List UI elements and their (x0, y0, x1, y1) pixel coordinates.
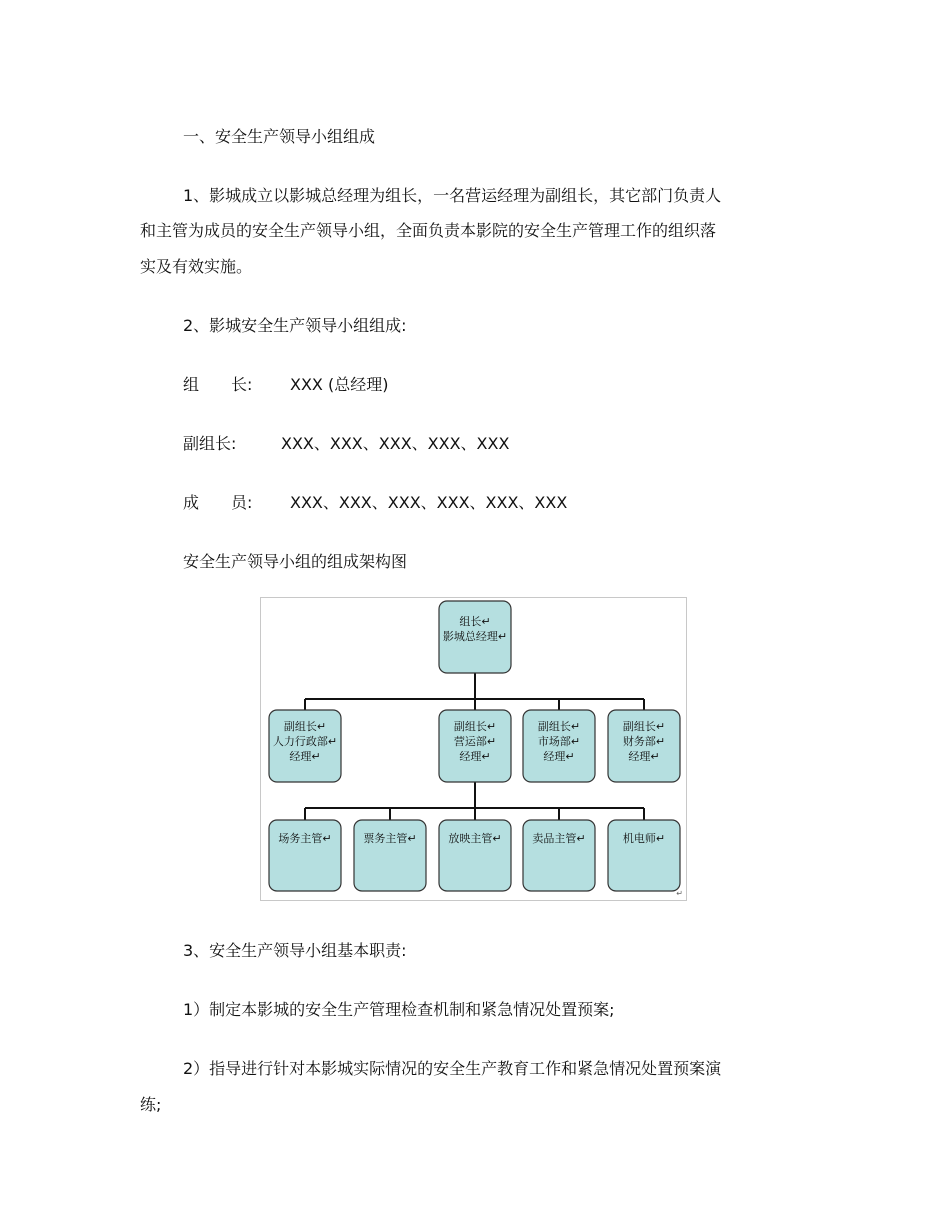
org-node-member (439, 820, 511, 891)
roster-leader-label: 组 长: (183, 375, 253, 394)
roster-members-label: 成 员: (183, 493, 253, 512)
roster-deputy-label: 副组长: (183, 434, 237, 453)
org-node-member-text: 机电师↵ (622, 832, 666, 845)
org-chart-canvas (261, 598, 686, 900)
paragraph-mark: ↵ (676, 889, 683, 898)
org-node-deputy-text: 经理↵ (628, 750, 660, 763)
org-node-deputy-text: 副组长↵ (453, 720, 497, 733)
roster-deputy-value: XXX、XXX、XXX、XXX、XXX (281, 434, 510, 453)
org-node-member (523, 820, 595, 891)
duty-2-line-2: 练; (140, 1095, 162, 1114)
org-node-member-text: 票务主管↵ (363, 832, 417, 845)
org-node-deputy-text: 副组长↵ (622, 720, 666, 733)
roster-leader-value: XXX (总经理) (290, 375, 389, 394)
org-node-deputy-text: 财务部↵ (622, 735, 666, 748)
paragraph-2: 2、影城安全生产领导小组组成: (183, 316, 407, 335)
org-node-leader-text: 组长↵ (459, 615, 491, 628)
duty-2-line-1: 2）指导进行针对本影城实际情况的安全生产教育工作和紧急情况处置预案演 (183, 1059, 722, 1078)
org-node-deputy-text: 营运部↵ (453, 735, 497, 748)
org-node-member-text: 放映主管↵ (448, 832, 502, 845)
org-node-deputy-text: 经理↵ (289, 750, 321, 763)
paragraph-1-line-3: 实及有效实施。 (140, 257, 253, 276)
org-chart (260, 597, 687, 901)
org-node-deputy-text: 副组长↵ (283, 720, 327, 733)
paragraph-1-line-2: 和主管为成员的安全生产领导小组，全面负责本影院的安全生产管理工作的组织落 (140, 221, 717, 240)
section-heading: 一、安全生产领导小组组成 (183, 127, 376, 146)
org-node-member-text: 场务主管↵ (278, 832, 332, 845)
org-node-member (608, 820, 680, 891)
org-node-member (269, 820, 341, 891)
paragraph-1-line-1: 1、影城成立以影城总经理为组长，一名营运经理为副组长，其它部门负责人 (183, 186, 722, 205)
org-node-deputy-text: 副组长↵ (537, 720, 581, 733)
org-node-leader-text: 影城总经理↵ (442, 630, 508, 643)
org-node-deputy-text: 人力行政部↵ (272, 735, 338, 748)
org-node-member-text: 卖品主管↵ (532, 832, 586, 845)
roster-members-value: XXX、XXX、XXX、XXX、XXX、XXX (290, 493, 568, 512)
org-node-member (354, 820, 426, 891)
duty-1: 1）制定本影城的安全生产管理检查机制和紧急情况处置预案; (183, 1000, 615, 1019)
chart-caption: 安全生产领导小组的组成架构图 (183, 552, 408, 571)
paragraph-3: 3、安全生产领导小组基本职责: (183, 941, 407, 960)
org-node-deputy-text: 经理↵ (459, 750, 491, 763)
org-node-deputy-text: 市场部↵ (537, 735, 581, 748)
org-node-deputy-text: 经理↵ (543, 750, 575, 763)
